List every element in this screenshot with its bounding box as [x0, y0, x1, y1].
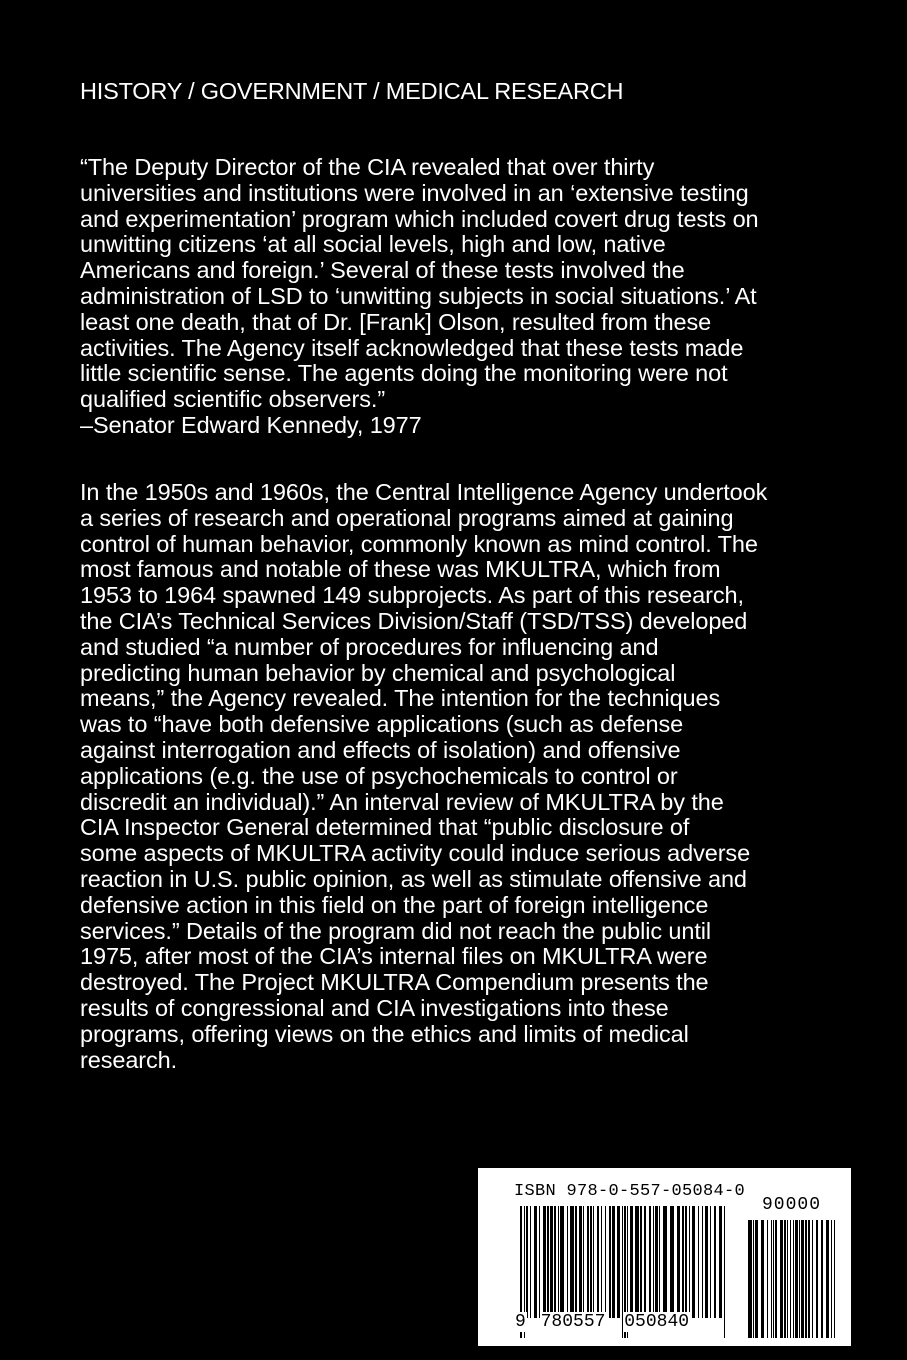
isbn-label: ISBN 978-0-557-05084-0: [514, 1182, 746, 1201]
barcode-bar: [771, 1220, 772, 1338]
barcode-bar: [767, 1220, 768, 1338]
barcode-bar: [831, 1220, 832, 1338]
barcode-bar: [530, 1206, 531, 1318]
barcode-bar: [755, 1220, 758, 1338]
barcode-bar: [692, 1206, 695, 1318]
barcode-bar: [558, 1206, 559, 1318]
text-line: control of human behavior, commonly known as mind control. The: [80, 530, 758, 557]
barcode-bar: [605, 1206, 606, 1318]
barcode-bar: [567, 1206, 568, 1318]
barcode-bar: [821, 1220, 823, 1338]
barcode-bar: [612, 1206, 615, 1318]
barcode-bar: [724, 1206, 725, 1338]
barcode-bar: [793, 1220, 794, 1338]
barcode-bar: [550, 1206, 553, 1318]
text-line: against interrogation and effects of isolation) and offensive: [80, 736, 681, 763]
barcode-bar: [587, 1206, 589, 1318]
barcode-bar: [677, 1206, 680, 1318]
barcode-bar: [579, 1206, 582, 1318]
barcode-bar: [609, 1206, 611, 1318]
text-line: defensive action in this field on the part of foreign intelligence: [80, 891, 709, 918]
barcode-bar: [597, 1206, 599, 1318]
text-line: some aspects of MKULTRA activity could induce serious adverse: [80, 840, 751, 867]
text-line: least one death, that of Dr. [Frank] Olson, resulted from these: [80, 308, 712, 335]
text-line: and experimentation’ program which included covert drug tests on: [80, 205, 759, 232]
text-line: services.” Details of the program did not reach the public until: [80, 917, 712, 944]
barcode-bar: [653, 1206, 654, 1318]
barcode-bar: [543, 1206, 546, 1318]
barcode-bar: [801, 1220, 804, 1338]
barcode-bar: [702, 1206, 703, 1318]
text-line: 1953 to 1964 spawned 149 subprojects. As part of this research,: [80, 582, 744, 609]
barcode-bar: [790, 1220, 791, 1338]
barcode-bar: [799, 1220, 800, 1338]
barcode-bar: [659, 1206, 660, 1318]
barcode-bar: [593, 1206, 594, 1318]
barcode-bar: [834, 1220, 835, 1338]
text-line: discredit an individual).” An interval review of MKULTRA by the: [80, 788, 724, 815]
barcode-bar: [644, 1206, 646, 1318]
text-line: the CIA’s Technical Services Division/Staff (TSD/TSS) developed: [80, 607, 748, 634]
barcode-bar: [547, 1206, 549, 1318]
barcode-bar: [670, 1206, 674, 1318]
barcode-bar: [534, 1206, 537, 1318]
barcode-bar: [682, 1206, 684, 1318]
barcode-bar: [753, 1220, 754, 1338]
text-line: –Senator Edward Kennedy, 1977: [80, 411, 422, 438]
barcode-bar: [560, 1206, 564, 1318]
barcode-bar: [601, 1206, 602, 1318]
kennedy-quote: [80, 155, 759, 439]
barcode-bar: [775, 1220, 777, 1338]
text-line: administration of LSD to ‘unwitting subjects in social situations.’ At: [80, 282, 757, 309]
barcode-bar: [554, 1206, 556, 1318]
barcode-bar: [583, 1206, 584, 1318]
text-line: applications (e.g. the use of psychochemicals to control or: [80, 762, 678, 789]
text-line: destroyed. The Project MKULTRA Compendium presents the: [80, 969, 709, 996]
barcode-digits-mid: 780557: [540, 1312, 606, 1332]
barcode-bar: [663, 1206, 667, 1318]
text-line: reaction in U.S. public opinion, as well as stimulate offensive and: [80, 865, 747, 892]
barcode-bar: [805, 1220, 807, 1338]
barcode-bar: [714, 1206, 716, 1318]
barcode-bar: [812, 1220, 813, 1338]
barcode-bar: [526, 1206, 528, 1318]
barcode-bar: [655, 1206, 658, 1318]
isbn-barcode: [478, 1168, 851, 1346]
text-line: most famous and notable of these was MKULTRA, which from: [80, 556, 721, 583]
barcode-bar: [710, 1206, 711, 1318]
text-line: Americans and foreign.’ Several of these tests involved the: [80, 257, 685, 284]
text-line: 1975, after most of the CIA’s internal files on MKULTRA were: [80, 943, 708, 970]
barcode-bar: [630, 1206, 633, 1318]
barcode-bar: [780, 1220, 783, 1338]
barcode-bar: [808, 1220, 810, 1338]
text-line: a series of research and operational programs aimed at gaining: [80, 504, 734, 531]
text-line: CIA Inspector General determined that “public disclosure of: [80, 814, 690, 841]
text-line: qualified scientific observers.”: [80, 386, 386, 413]
text-line: In the 1950s and 1960s, the Central Intelligence Agency undertook: [80, 479, 768, 505]
barcode-bar: [689, 1206, 690, 1318]
text-line: predicting human behavior by chemical and psychological: [80, 659, 676, 686]
barcode-bar: [539, 1206, 540, 1318]
barcode-bar: [575, 1206, 577, 1318]
barcode-digits-last: 050840: [624, 1312, 690, 1332]
description-body: [80, 480, 767, 1073]
barcode-bar: [784, 1220, 786, 1338]
barcode-bar: [816, 1220, 818, 1338]
barcode-bar: [698, 1206, 699, 1318]
text-line: was to “have both defensive applications (such as defense: [80, 711, 684, 738]
text-line: and studied “a number of procedures for influencing and: [80, 633, 659, 660]
barcode-bar: [773, 1220, 774, 1338]
text-line: universities and institutions were involved in an ‘extensive testing: [80, 179, 749, 206]
text-line: results of congressional and CIA investigations into these: [80, 994, 669, 1021]
text-line: “The Deputy Director of the CIA revealed that over thirty: [80, 154, 655, 180]
barcode-bar: [787, 1220, 788, 1338]
barcode-bar: [617, 1206, 620, 1318]
barcode-bar: [761, 1220, 764, 1338]
text-line: programs, offering views on the ethics and limits of medical: [80, 1020, 689, 1047]
barcode-bar: [640, 1206, 642, 1318]
barcode-bar: [748, 1220, 752, 1338]
barcode-bar: [590, 1206, 592, 1318]
barcode-bar: [795, 1220, 798, 1338]
category-heading: HISTORY / GOVERNMENT / MEDICAL RESEARCH: [80, 78, 624, 104]
text-line: means,” the Agency revealed. The intention for the techniques: [80, 685, 721, 712]
barcode-bar: [685, 1206, 687, 1318]
barcode-bar: [635, 1206, 639, 1318]
text-line: activities. The Agency itself acknowledged that these tests made: [80, 334, 744, 361]
text-line: unwitting citizens ‘at all social levels, high and low, native: [80, 231, 666, 258]
barcode-bar: [649, 1206, 651, 1318]
barcode-bar: [705, 1206, 708, 1318]
barcode-bar: [719, 1206, 722, 1318]
text-line: little scientific sense. The agents doing the monitoring were not: [80, 360, 728, 387]
text-line: research.: [80, 1046, 178, 1073]
price-addon: 90000: [762, 1195, 822, 1215]
barcode-digit-first: 9: [515, 1312, 526, 1332]
barcode-digits: [514, 1312, 690, 1332]
barcode-bar: [826, 1220, 829, 1338]
barcode-bar: [570, 1206, 574, 1318]
